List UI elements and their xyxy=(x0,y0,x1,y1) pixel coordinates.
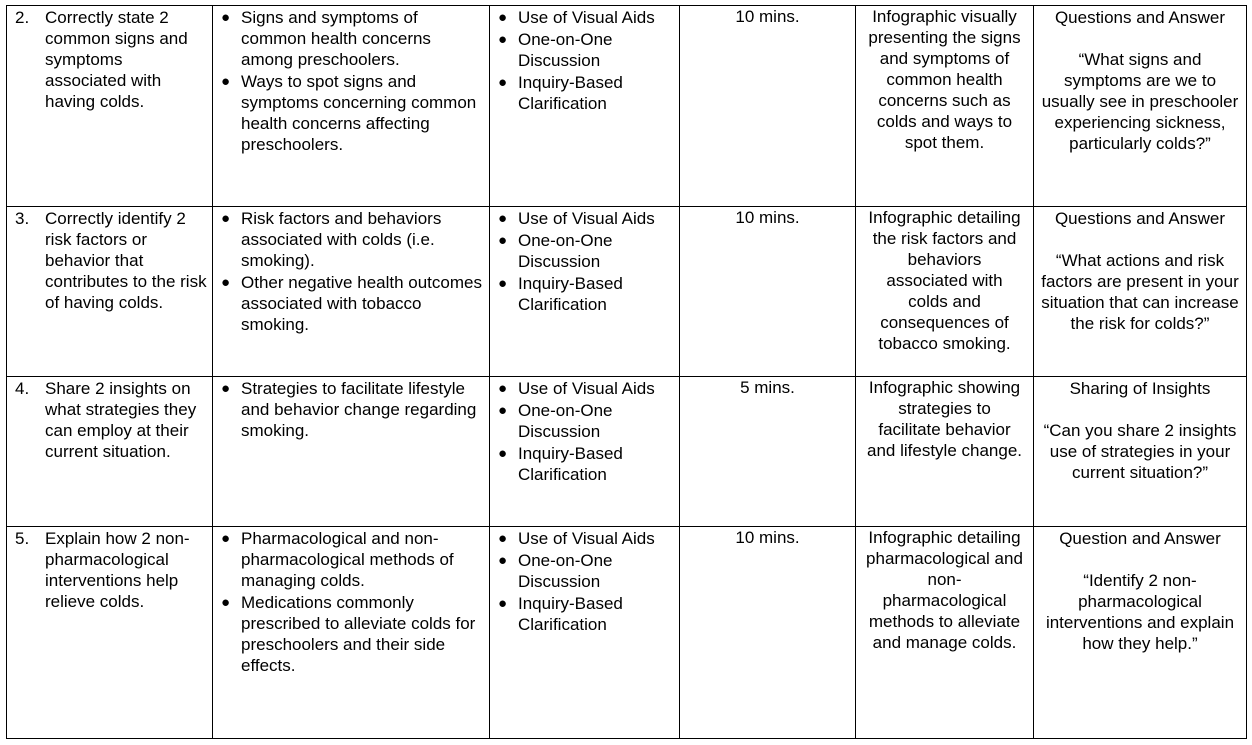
materials-text: Infographic detailing pharmacological and non-pharmacological methods to alleviate and manage colds. xyxy=(866,528,1023,652)
evaluation-heading: Questions and Answer xyxy=(1054,209,1226,228)
list-item: ● Use of Visual Aids xyxy=(498,209,655,228)
list-item: ● Inquiry-Based Clarification xyxy=(498,594,623,634)
list-item: ● Use of Visual Aids xyxy=(498,529,655,548)
methods-cell xyxy=(490,527,680,739)
bullet-icon: ● xyxy=(221,73,231,90)
bullet-icon: ● xyxy=(498,380,508,397)
list-item: ● Signs and symptoms of common health concerns among preschoolers. xyxy=(221,8,431,69)
list-item: ● Inquiry-Based Clarification xyxy=(498,444,623,484)
time-cell: 5 mins. xyxy=(680,377,856,527)
bullet-icon: ● xyxy=(221,274,231,291)
objective-number: 2. xyxy=(15,8,30,27)
bullet-icon: ● xyxy=(498,74,508,91)
list-item: ● Ways to spot signs and symptoms concerning common health concerns affecting preschoolers. xyxy=(221,72,477,154)
list-item: ● One-on-One Discussion xyxy=(498,30,613,70)
evaluation-cell xyxy=(1034,527,1247,739)
evaluation-question: “What signs and symptoms are we to usually see in preschooler experiencing sickness, particularly colds?” xyxy=(1041,50,1239,153)
evaluation-question: “What actions and risk factors are present in your situation that can increase the risk for colds?” xyxy=(1041,251,1239,333)
objective-text: Correctly state 2 common signs and symptoms associated with having colds. xyxy=(45,8,188,111)
lesson-plan-table xyxy=(6,5,1247,739)
evaluation-question: “Can you share 2 insights use of strategies in your current situation?” xyxy=(1043,421,1237,482)
materials-cell xyxy=(856,527,1034,739)
objective-number: 3. xyxy=(15,209,30,228)
bullet-icon: ● xyxy=(498,595,508,612)
evaluation-heading: Questions and Answer xyxy=(1054,8,1226,27)
list-item: ● Pharmacological and non-pharmacological methods of managing colds. xyxy=(221,529,454,590)
objective-number: 5. xyxy=(15,529,30,548)
objective-text: Share 2 insights on what strategies they can employ at their current situation. xyxy=(45,379,197,461)
materials-cell xyxy=(856,207,1034,377)
bullet-icon: ● xyxy=(498,530,508,547)
objective-number: 4. xyxy=(15,379,30,398)
content-cell xyxy=(213,207,490,377)
content-cell xyxy=(213,6,490,207)
objective-cell xyxy=(7,6,213,207)
objective-text: Explain how 2 non-pharmacological interventions help relieve colds. xyxy=(45,529,190,611)
list-item: ● One-on-One Discussion xyxy=(498,401,613,441)
time-cell: 10 mins. xyxy=(680,527,856,739)
bullet-icon: ● xyxy=(498,445,508,462)
methods-cell xyxy=(490,207,680,377)
content-cell xyxy=(213,527,490,739)
list-item: ● Inquiry-Based Clarification xyxy=(498,274,623,314)
materials-text: Infographic visually presenting the signs and symptoms of common health concerns such as colds and ways to spot them. xyxy=(868,7,1021,152)
materials-text: Infographic showing strategies to facilitate behavior and lifestyle change. xyxy=(867,378,1022,460)
objective-cell xyxy=(7,527,213,739)
evaluation-heading: Sharing of Insights xyxy=(1069,379,1211,398)
bullet-icon: ● xyxy=(221,210,231,227)
bullet-icon: ● xyxy=(221,530,231,547)
list-item: ● One-on-One Discussion xyxy=(498,231,613,271)
evaluation-cell xyxy=(1034,377,1247,527)
table-row xyxy=(7,377,1247,527)
bullet-icon: ● xyxy=(221,9,231,26)
materials-text: Infographic detailing the risk factors and behaviors associated with colds and consequences of tobacco smoking. xyxy=(868,208,1021,353)
content-cell xyxy=(213,377,490,527)
objective-cell xyxy=(7,377,213,527)
bullet-icon: ● xyxy=(498,275,508,292)
evaluation-cell xyxy=(1034,6,1247,207)
table-row xyxy=(7,6,1247,207)
list-item: ● Strategies to facilitate lifestyle and behavior change regarding smoking. xyxy=(221,379,477,440)
time-cell: 10 mins. xyxy=(680,207,856,377)
bullet-icon: ● xyxy=(498,232,508,249)
bullet-icon: ● xyxy=(498,31,508,48)
methods-cell xyxy=(490,377,680,527)
materials-cell xyxy=(856,377,1034,527)
table-row xyxy=(7,527,1247,739)
list-item: ● Risk factors and behaviors associated with colds (i.e. smoking). xyxy=(221,209,442,270)
evaluation-cell xyxy=(1034,207,1247,377)
list-item: ● Inquiry-Based Clarification xyxy=(498,73,623,113)
list-item: ● Use of Visual Aids xyxy=(498,8,655,27)
bullet-icon: ● xyxy=(221,380,231,397)
bullet-icon: ● xyxy=(498,402,508,419)
methods-cell xyxy=(490,6,680,207)
list-item: ● One-on-One Discussion xyxy=(498,551,613,591)
bullet-icon: ● xyxy=(221,594,231,611)
list-item: ● Other negative health outcomes associated with tobacco smoking. xyxy=(221,273,482,334)
list-item: ● Use of Visual Aids xyxy=(498,379,655,398)
evaluation-question: “Identify 2 non-pharmacological interventions and explain how they help.” xyxy=(1045,571,1235,653)
table-row xyxy=(7,207,1247,377)
evaluation-heading: Question and Answer xyxy=(1059,529,1221,548)
bullet-icon: ● xyxy=(498,9,508,26)
time-cell: 10 mins. xyxy=(680,6,856,207)
objective-text: Correctly identify 2 risk factors or behavior that contributes to the risk of having colds. xyxy=(45,209,207,312)
bullet-icon: ● xyxy=(498,210,508,227)
bullet-icon: ● xyxy=(498,552,508,569)
objective-cell xyxy=(7,207,213,377)
list-item: ● Medications commonly prescribed to alleviate colds for preschoolers and their side effects. xyxy=(221,593,476,675)
materials-cell xyxy=(856,6,1034,207)
